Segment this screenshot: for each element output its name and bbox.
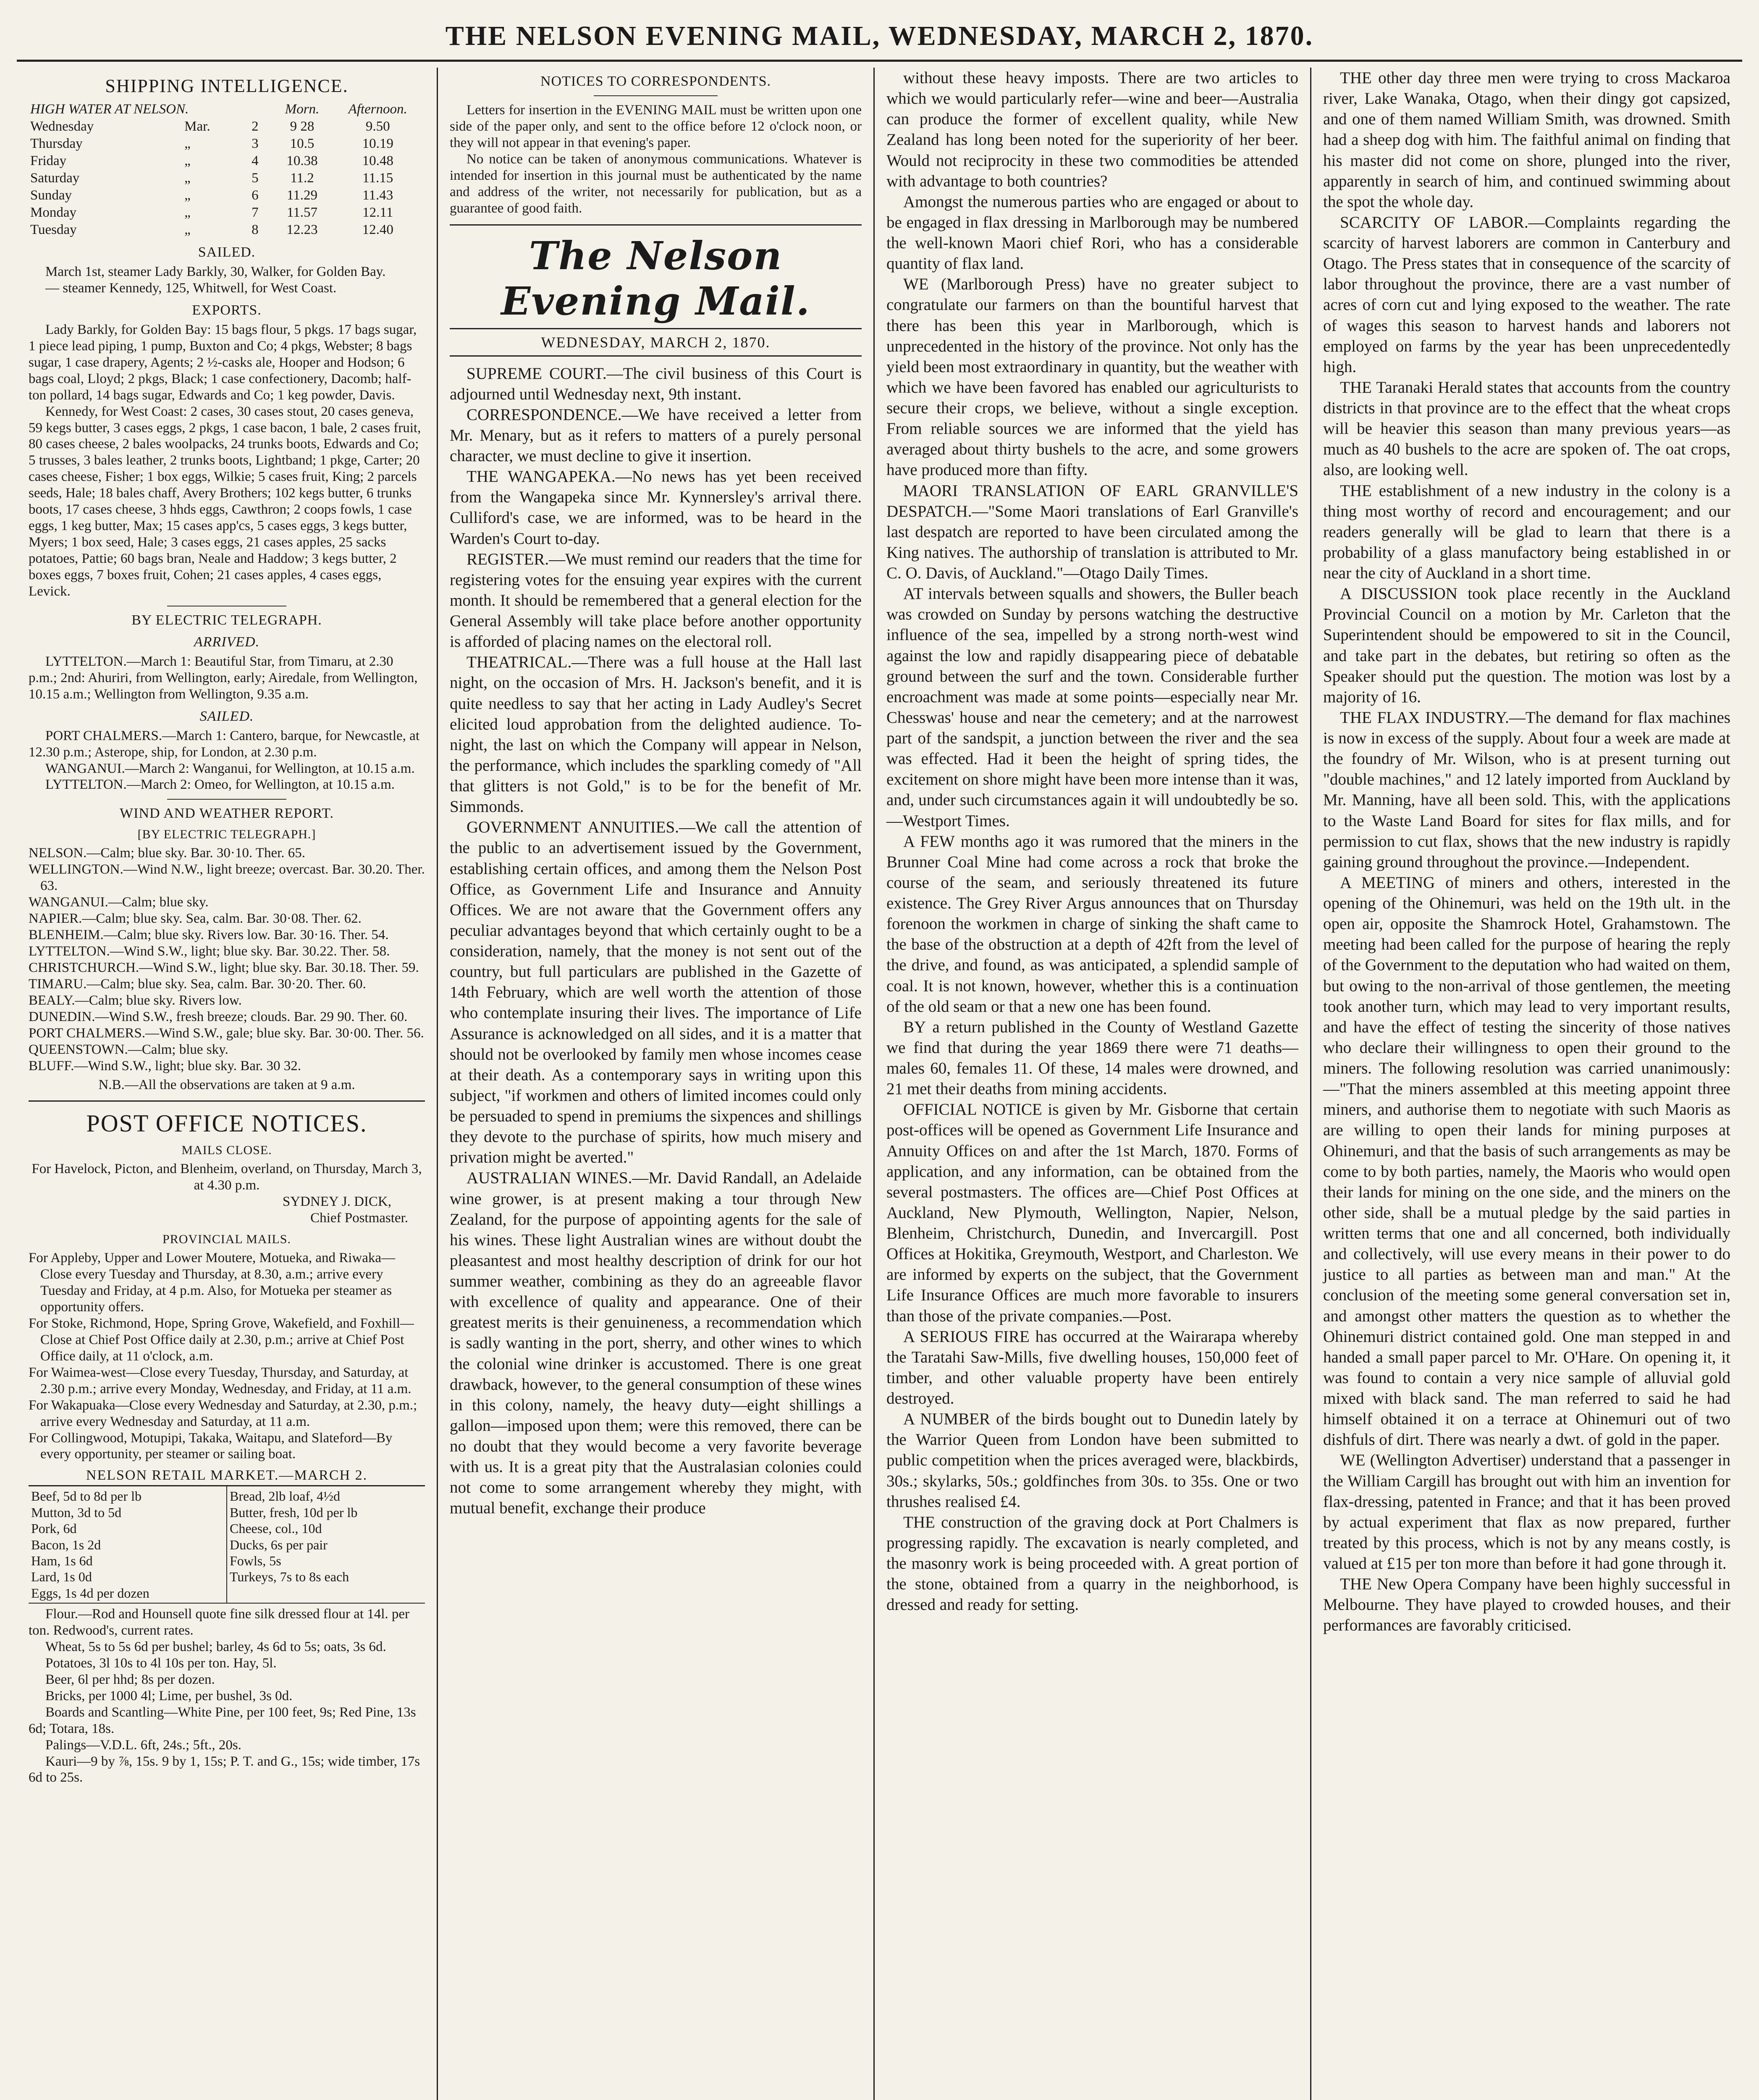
article-paragraph <box>886 831 1298 1017</box>
weather-entry: BLUFF.—Wind S.W., light; blue sky. Bar. 30 32. <box>29 1058 301 1074</box>
provincial-mails-title: PROVINCIAL MAILS. <box>163 1232 291 1247</box>
postmaster-title: Chief Postmaster. <box>310 1210 408 1226</box>
tide-col-aft: Afternoon. <box>348 102 407 117</box>
notices-title: NOTICES TO CORRESPONDENTS. <box>540 74 771 89</box>
article-paragraph <box>1323 1450 1730 1574</box>
article-text: establishment of a new industry in the colony is a thing most worthy of record and encouragement; and our readers generally will be glad to learn that there is a probability of a glass manufactory being established in or near the city of Auckland in a short time. <box>1323 481 1730 582</box>
arrived-entry: LYTTELTON.—March 1: Beautiful Star, from Timaru, at 2.30 p.m.; 2nd: Ahuriri, from Wellington, early; Airedale, from Wellington, 10.15 a.m.; Wellington from Wellington, 9.35 a.m. <box>29 654 418 702</box>
postmaster-name: SYDNEY J. DICK, <box>282 1194 391 1210</box>
article-text: without these heavy imposts. There are two articles to which we would particularly refer—wine and beer—Australia can produce the former of excellent quality, while New Zealand has long been noted for the superiority of her beer. Would not reciprocity in these two commodities be attended with advantage to both countries? <box>886 69 1298 190</box>
notice-entry: No notice can be taken of anonymous communications. Whatever is intended for insertion in this journal must be authenticated by the name and address of the writer, not necessarily for publication, but as a guarantee of good faith. <box>450 151 862 216</box>
tide-mon: Mar. <box>184 119 210 134</box>
article-paragraph <box>1323 583 1730 707</box>
market-item: Ham, 1s 6d <box>31 1553 93 1568</box>
weather-entry: LYTTELTON.—Wind S.W., light; blue sky. Bar. 30.22. Ther. 58. <box>29 944 390 959</box>
tide-aft: 12.11 <box>362 205 393 220</box>
columns <box>17 68 1742 2100</box>
column-3 <box>873 68 1310 2100</box>
column-2 <box>437 68 873 2100</box>
market-note: Flour.—Rod and Hounsell quote fine silk dressed flour at 14l. per ton. Redwood's, current rates. <box>29 1606 410 1638</box>
telegraph-title: BY ELECTRIC TELEGRAPH. <box>131 612 322 628</box>
provincial-mail-entry: For Waimea-west—Close every Tuesday, Thursday, and Saturday, at 2.30 p.m.; arrive every Monday, Wednesday, and Friday, at 11 a.m. <box>29 1365 412 1396</box>
tide-aft: 12.40 <box>362 222 393 237</box>
article-paragraph <box>886 1409 1298 1512</box>
market-note: Wheat, 5s to 5s 6d per bushel; barley, 4s 6d to 5s; oats, 3s 6d. <box>45 1639 386 1654</box>
article-text: —There was a full house at the Hall last night, on the occasion of Mrs. H. Jackson's benefit, and it is quite needless to say that her acting in Lady Audley's Secret elicited loud approbation from the delighted audience. To-night, the last on which the Company will appear in Nelson, the performance, which includes the sparkling comedy of "All that glitters is not Gold," is to be for the benefit of Mr. Simmonds. <box>450 653 862 816</box>
article-text: of miners and others, interested in the opening of the Ohinemuri, was held on the 19th ult. in the open air, opposite the Shamrock Hotel, Grahamstown. The meeting had been called for the purpose of hearing the reply of the Government to the deputation who had waited on them, but owing to the non-arrival of those gentlemen, the meeting took another turn, which may lead to very important results, and have the effect of testing the sincerity of those natives who declare their willingness to open their ground to the miners. The following resolution was carried unanimously:—"That the miners assembled at this meeting appoint three miners, and authorise them to negotiate with such Maoris as are willing to open their lands for mining purposes at Ohinemuri, and that the basis of such arrangements as may be come to by both parties, namely, the Maoris who would open their lands for mining on the one side, and the miners on the other side, shall be a mutual pledge by the said parties in written terms that one and all concerned, both individually and collectively, will use every means in their power to do justice to all parties as between man and man." At the conclusion of the meeting some general conversation set in, and amongst other matters the question as to whether the Ohinemuri district contained gold. One man stepped in and handed a small paper parcel to Mr. O'Hare. On opening it, it was found to contain a very nice sample of alluvial gold mixed with black sand. The man referred to said he had himself obtained it on a terrace at Ohinemuri out of two dishfuls of dirt. There was nearly a dwt. of gold in the paper. <box>1323 873 1730 1449</box>
market-item: Eggs, 1s 4d per dozen <box>31 1585 149 1601</box>
market-item: Butter, fresh, 10d per lb <box>230 1504 358 1520</box>
article-text: —We call the attention of the public to an advertisement issued by the Government, establishing certain offices, and among them the Nelson Post Office, as Government Life and Insurance and Annuity Offices. We are not aware that the Government offers any peculiar advantages beyond that which certainly ought to be a consideration, namely, that the money is not sent out of the country, but full particulars are published in the Gazette of 14th February, which are well worth the attention of those who contemplate insuring their lives. The importance of Life Assurance is acknowledged on all sides, and it is a matter that should not be overlooked by family men whose incomes cease at their death. As a contemporary says in writing upon this subject, "if workmen and others of limited incomes could only be persuaded to spend in premiums the sixpences and shillings they devote to the purchase of spirits, how much misery and privation might be averted." <box>450 818 862 1167</box>
article-text: is given by Mr. Gisborne that certain post-offices will be opened as Government Life Insurance and Annuity Offices on and after the 1st March, 1870. Forms of application, and any information, can be obtained from the several postmasters. The offices are—Chief Post Offices at Auckland, New Plymouth, Wellington, Napier, Nelson, Blenheim, Christchurch, Dunedin, and Invercargill. Post Offices at Hokitika, Greymouth, Westport, and Charleston. We are informed by experts on the subject, that the Government Life Insurance Offices are much more favorable to insurers than those of the private companies.—Post. <box>886 1100 1298 1325</box>
article-lead: OFFICIAL NOTICE <box>903 1100 1042 1119</box>
sailed2-title: SAILED. <box>199 708 254 724</box>
article-paragraph <box>886 480 1298 584</box>
article-text: took place recently in the Auckland Provincial Council on a motion by Mr. Carleton that the Superintendent should be empowered to sit in the Council, and take part in the debates, but retiring so often as the Speaker should put the question. The motion was lost by a majority of 16. <box>1323 585 1731 706</box>
article-text: construction of the graving dock at Port Chalmers is progressing rapidly. The excavation is nearly completed, and the masonry work is being proceeded with. A great portion of the stone, obtained from a quarry in the neighborhood, is dressed and ready for setting. <box>886 1513 1298 1614</box>
provincial-mail-entry: For Stoke, Richmond, Hope, Spring Grove, Wakefield, and Foxhill—Close at Chief Post Office daily at 2.30, p.m.; arrive at Chief Post Office daily, at 11 o'clock, a.m. <box>29 1315 414 1364</box>
sailed-entry: — steamer Kennedy, 125, Whitwell, for West Coast. <box>45 280 337 296</box>
exports-title: EXPORTS. <box>192 302 262 318</box>
provincial-mail-entry: For Appleby, Upper and Lower Moutere, Motueka, and Riwaka—Close every Tuesday and Thursday, at 8.30, a.m.; arrive every Tuesday and Friday, at 4 p.m. Also, for Motueka per steamer as opportunity offers. <box>29 1250 396 1315</box>
market-right <box>226 1486 425 1603</box>
tide-date: 8 <box>252 222 259 237</box>
tide-day: Thursday <box>30 136 83 151</box>
article-text: —We must remind our readers that the time for registering votes for the ensuing year expires with the current month. It should be remembered that a general election for the General Assembly will take place before another opportunity is afforded of placing names on the electoral roll. <box>450 550 862 651</box>
article-lead: THE <box>1340 1575 1372 1593</box>
article-paragraph <box>1323 480 1730 584</box>
article-lead: BY <box>903 1018 926 1036</box>
divider <box>594 95 717 96</box>
tide-date: 6 <box>252 188 259 203</box>
article-paragraph <box>1323 212 1730 377</box>
market-item: Bacon, 1s 2d <box>31 1537 101 1552</box>
tide-morn: 11.29 <box>287 188 318 203</box>
article-lead: A NUMBER <box>903 1410 991 1428</box>
tide-date: 5 <box>252 171 259 186</box>
tide-row <box>29 170 425 187</box>
market-notes <box>29 1606 425 1786</box>
weather-entry: NAPIER.—Calm; blue sky. Sea, calm. Bar. 30·08. Ther. 62. <box>29 911 362 927</box>
tide-morn: 11.57 <box>287 205 318 220</box>
col4-articles <box>1323 68 1730 1636</box>
article-text: —We have received a letter from Mr. Menary, but as it refers to matters of a purely personal character, we must decline to give it insertion. <box>450 405 862 465</box>
provincial-list <box>29 1250 425 1462</box>
dateline: WEDNESDAY, MARCH 2, 1870. <box>450 328 862 357</box>
article-text: —Mr. David Randall, an Adelaide wine grower, is at present making a tour through New Zealand, for the purpose of appointing agents for the sale of his wines. These light Australian wines are without doubt the pleasantest and most healthy description of drink for our hot summer weather, combining as they do an agreeable flavor with excellence of quality and appearance. One of their greatest merits is their genuineness, a recommendation which is sadly wanting in the port, sherry, and other wines to which the colonial wine drinker is accustomed. There is one great drawback, however, to the general consumption of these wines in this colony, namely, the heavy duty—eight shillings a gallon—imposed upon them; were this removed, there can be no doubt that they would become a very favorite beverage with us. It is a great pity that the Australasian colonies could not come to some arrangement whereby they might, with mutual benefit, exchange their produce <box>450 1169 862 1517</box>
tide-date: 2 <box>252 119 259 134</box>
article-paragraph <box>1323 1574 1730 1635</box>
column-1 <box>17 68 437 2100</box>
market-item: Fowls, 5s <box>230 1553 281 1568</box>
weather-entry: TIMARU.—Calm; blue sky. Sea, calm. Bar. 30·20. Ther. 60. <box>29 976 366 992</box>
article-lead: AUSTRALIAN WINES. <box>467 1169 632 1187</box>
article-text: —Complaints regarding the scarcity of harvest laborers are common in Canterbury and Otago. The Press states that in consequence of the scarcity of labor throughout the province, there are a vast number of acres of corn cut and lying exposed to the weather. The rate of wages this season to harvest hands and laborers not employed on farms by the year has been unprecedentedly high. <box>1323 213 1730 376</box>
article-paragraph <box>450 466 862 549</box>
article-lead: THE <box>903 1513 935 1531</box>
market-item: Mutton, 3d to 5d <box>31 1504 122 1520</box>
weather-entry: WELLINGTON.—Wind N.W., light breeze; overcast. Bar. 30.20. Ther. 63. <box>29 862 425 894</box>
export-entry: Kennedy, for West Coast: 2 cases, 30 cases stout, 20 cases geneva, 59 kegs butter, 3 cases eggs, 2 pkgs, 1 case bacon, 1 bale, 2 cases fruit, 80 cases cheese, 2 bales woolpacks, 24 trunks boots, Edwards and Co; 5 trusses, 3 bales leather, 2 trunks boots, Lightband; 1 pkge, Carter; 20 cases cheese, Fisher; 1 box eggs, Wilkie; 5 cases fruit, King; 2 parcels seeds, Hale; 18 bales chaff, Avery Brothers; 102 kegs butter, 6 trunks boots, 17 cases cheese, 3 hhds eggs, Cawthron; 2 coops fowls, 1 case eggs, 1 keg butter, Max; 15 cases app'cs, 5 cases eggs, 3 kegs butter, Myers; 1 box seed, Hale; 3 cases eggs, 21 cases apples, 25 sacks potatoes, Pattie; 60 bags bran, Neale and Haddow; 3 kegs butter, 2 boxes eggs, 7 boxes fruit, Cohen; 21 cases apples, 4 cases eggs, Levick. <box>29 404 421 599</box>
article-paragraph <box>450 817 862 1168</box>
article-paragraph <box>1323 377 1730 480</box>
divider <box>450 224 862 226</box>
weather-note: N.B.—All the observations are taken at 9 a.m. <box>98 1077 355 1092</box>
export-entry: Lady Barkly, for Golden Bay: 15 bags flour, 5 pkgs. 17 bags sugar, 1 piece lead piping, 1 pump, Buxton and Co; 4 pkgs, Webster; 8 bags sugar, 1 case drapery, Agents; 2 ½-casks ale, Hooper and Hodson; 6 bags coal, Lloyd; 2 pkgs, Black; 1 case confectionery, Dacomb; half-ton pollard, 14 bags sugar, Edwards and Co; 1 keg powder, Davis. <box>29 322 417 403</box>
tide-date: 4 <box>252 153 259 168</box>
article-paragraph <box>886 583 1298 831</box>
article-paragraph <box>886 1017 1298 1100</box>
tide-date: 7 <box>252 205 259 220</box>
masthead: THE NELSON EVENING MAIL, WEDNESDAY, MARCH 2, 1870. <box>17 17 1742 62</box>
article-lead: REGISTER. <box>467 550 549 568</box>
market-item: Bread, 2lb loaf, 4½d <box>230 1488 341 1504</box>
article-paragraph <box>1323 707 1730 872</box>
article-text: intervals between squalls and showers, the Buller beach was crowded on Sunday by persons watching the destructive influence of the sea, impelled by a strong north-west wind against the low and rapidly disappearing piece of debatable ground between the surf and the town. Considerable further encroachment was made at some points—especially near Mr. Chesswas' house and near the cemetery; and at the narrowest part of the sandspit, a junction between the river and the sea was effected. Had it been the height of spring tides, the excitement on shore might have been more intense than it was, and, under such circumstances again it will undoubtedly be so.—Westport Times. <box>886 585 1298 830</box>
market-item: Lard, 1s 0d <box>31 1569 92 1585</box>
market-note: Beer, 6l per hhd; 8s per dozen. <box>45 1672 215 1687</box>
tide-day: Tuesday <box>30 222 77 237</box>
notices-list <box>450 102 862 217</box>
tide-day: Friday <box>30 153 67 168</box>
exports-list <box>29 322 425 600</box>
tide-heading: HIGH WATER AT NELSON. <box>30 102 189 117</box>
tide-row <box>29 118 425 135</box>
tide-morn: 10.38 <box>286 153 318 168</box>
tide-aft: 11.15 <box>362 171 393 186</box>
article-paragraph <box>450 1168 862 1518</box>
weather-entry: BLENHEIM.—Calm; blue sky. Rivers low. Bar. 30·16. Ther. 54. <box>29 927 389 943</box>
tide-mon: „ <box>184 205 191 220</box>
divider <box>167 799 286 800</box>
article-text: has occurred at the Wairarapa whereby the Taratahi Saw-Mills, five dwelling houses, 150,000 feet of timber, and other valuable property have been entirely destroyed. <box>886 1327 1298 1407</box>
article-text: (Wellington Advertiser) understand that a passenger in the William Cargill has brought out with him an invention for flax-dressing, patented in France; and that it has been proved by actual experiment that flax as now prepared, further treated by this process, which is not by any means costly, is valued at £15 per ton more than before it had gone through it. <box>1323 1451 1730 1572</box>
article-lead: MAORI TRANSLATION OF EARL GRANVILLE'S DESPATCH. <box>886 481 1298 520</box>
article-paragraph <box>886 192 1298 274</box>
tide-row <box>29 187 425 204</box>
weather-entry: PORT CHALMERS.—Wind S.W., gale; blue sky. Bar. 30·00. Ther. 56. <box>29 1025 424 1041</box>
tide-morn: 9 28 <box>290 119 315 134</box>
article-paragraph <box>450 404 862 466</box>
article-lead: WE <box>1340 1451 1366 1470</box>
tide-day: Monday <box>30 205 76 220</box>
article-lead: GOVERNMENT ANNUITIES. <box>467 818 679 837</box>
tide-row <box>29 152 425 170</box>
article-lead: A MEETING <box>1340 873 1435 892</box>
article-lead: SUPREME COURT. <box>467 364 607 383</box>
provincial-mail-entry: For Wakapuaka—Close every Wednesday and Saturday, at 2.30, p.m.; arrive every Wednesday and Saturday, at 11 a.m. <box>29 1397 417 1429</box>
market-note: Potatoes, 3l 10s to 4l 10s per ton. Hay, 5l. <box>45 1655 277 1671</box>
market-note: Kauri—9 by ⅞, 15s. 9 by 1, 15s; P. T. and G., 15s; wide timber, 17s 6d to 25s. <box>29 1754 420 1785</box>
article-paragraph <box>886 68 1298 192</box>
market-table <box>29 1485 425 1604</box>
weather-list <box>29 845 425 1074</box>
article-text: —The civil business of this Court is adjourned until Wednesday next, 9th instant. <box>450 364 862 403</box>
article-lead: SCARCITY OF LABOR. <box>1340 213 1528 231</box>
article-lead: THE FLAX INDUSTRY. <box>1340 708 1509 727</box>
article-lead: A DISCUSSION <box>1340 585 1458 603</box>
article-text: —The demand for flax machines is now in excess of the supply. About four a week are made at the foundry of Mr. Wilson, who is at present turning out "double machines," and 12 lately imported from Auckland by Mr. Manning, have all been sold. This, with the applications to the Waste Land Board for sites for flax mills, and for permission to cut flax, shows that the new industry is rapidly gaining ground throughout the province.—Independent. <box>1323 708 1730 871</box>
market-note: Boards and Scantling—White Pine, per 100 feet, 9s; Red Pine, 13s 6d; Totara, 18s. <box>29 1704 416 1736</box>
tide-row <box>29 221 425 239</box>
weather-sub: [BY ELECTRIC TELEGRAPH.] <box>137 827 316 842</box>
tide-aft: 9.50 <box>365 119 390 134</box>
market-item: Ducks, 6s per pair <box>230 1537 328 1552</box>
tide-morn: 10.5 <box>290 136 315 151</box>
weather-entry: WANGANUI.—Calm; blue sky. <box>29 895 209 910</box>
column-4 <box>1310 68 1742 2100</box>
notice-entry: Letters for insertion in the EVENING MAIL must be written upon one side of the paper only, and sent to the office before 12 o'clock noon, or they will not appear in that evening's paper. <box>450 102 862 150</box>
article-lead: WE <box>903 275 929 294</box>
tide-mon: „ <box>184 171 191 186</box>
article-lead: AT <box>903 585 923 603</box>
article-lead: A SERIOUS FIRE <box>903 1327 1030 1346</box>
tide-row <box>29 135 425 152</box>
article-paragraph <box>1323 872 1730 1450</box>
sailed-entry: WANGANUI.—March 2: Wanganui, for Wellington, at 10.15 a.m. <box>45 761 415 776</box>
market-left <box>29 1486 226 1603</box>
sailed-list <box>29 264 425 297</box>
tide-aft: 10.19 <box>362 136 393 151</box>
article-lead: THEATRICAL. <box>467 653 572 672</box>
article-paragraph <box>450 363 862 404</box>
tide-day: Saturday <box>30 171 80 186</box>
tide-day: Wednesday <box>30 119 94 134</box>
tide-aft: 10.48 <box>362 153 393 168</box>
arrived-title: ARRIVED. <box>194 634 260 650</box>
col2-articles <box>450 363 862 1519</box>
tide-col-morn: Morn. <box>285 102 320 117</box>
mails-close-title: MAILS CLOSE. <box>181 1143 272 1158</box>
article-lead: THE <box>1340 69 1372 87</box>
provincial-mail-entry: For Collingwood, Motupipi, Takaka, Waitapu, and Slateford—By every opportunity, per steamer or sailing boat. <box>29 1430 393 1462</box>
sailed-entry: PORT CHALMERS.—March 1: Cantero, barque, for Newcastle, at 12.30 p.m.; Asterope, ship, for London, at 2.30 p.m. <box>29 728 419 760</box>
article-text: other day three men were trying to cross Mackaroa river, Lake Wanaka, Otago, when their dingy got capsized, and one of them named William Smith, was drowned. Smith had a sheep dog with him. The faithful animal on finding that his master did not come on shore, plunged into the river, apparently in search of him, and continued swimming about the spot the whole day. <box>1323 69 1730 211</box>
market-item: Beef, 5d to 8d per lb <box>31 1488 142 1504</box>
shipping-title: SHIPPING INTELLIGENCE. <box>105 76 349 96</box>
article-text: —"Some Maori translations of Earl Granville's last despatch are reported to have been circulated among the King natives. The authorship of translation is attributed to Mr. C. O. Davis, of Auckland."—Otago Daily Times. <box>886 502 1298 582</box>
tide-mon: „ <box>184 188 191 203</box>
weather-entry: QUEENSTOWN.—Calm; blue sky. <box>29 1042 228 1057</box>
article-text: Taranaki Herald states that accounts from the country districts in that province are to the effect that the wheat crops will be heavier this season than many previous years—as much as 40 bushels to the acre are spoken of. The oat crops, also, are looking well. <box>1323 378 1730 479</box>
article-lead: THE <box>1340 378 1372 396</box>
sailed-title: SAILED. <box>198 244 256 260</box>
market-item: Cheese, col., 10d <box>230 1521 322 1536</box>
tide-aft: 11.43 <box>362 188 393 203</box>
tide-date: 3 <box>252 136 259 151</box>
article-lead: A FEW <box>903 832 955 850</box>
article-text: (Marlborough Press) have no greater subject to congratulate our farmers on than the bountiful harvest that there has been this year in Marlborough, which is unprecedented in the history of the province. Not only has the yield been most extraordinary in quantity, but the weather with which we have been favored has enabled our agriculturists to secure their crops, we believe, without a single exception. From reliable sources we are informed that the yield has averaged about thirty bushels to the acre, and some growers have produced more than fifty. <box>886 275 1298 479</box>
article-paragraph <box>450 549 862 652</box>
tide-mon: „ <box>184 222 191 237</box>
article-paragraph <box>886 274 1298 480</box>
tide-day: Sunday <box>30 188 72 203</box>
weather-entry: CHRISTCHURCH.—Wind S.W., light; blue sky. Bar. 30.18. Ther. 59. <box>29 960 419 975</box>
article-paragraph <box>886 1326 1298 1409</box>
market-item: Pork, 6d <box>31 1521 77 1536</box>
col3-articles <box>886 68 1298 1615</box>
sailed2-list <box>29 728 425 793</box>
tide-morn: 12.23 <box>286 222 318 237</box>
article-text: —No news has yet been received from the Wangapeka since Mr. Kynnersley's arrival there. Culliford's case, we are informed, was to be heard in the Warden's Court to-day. <box>450 467 862 548</box>
article-text: a return published in the County of Westland Gazette we find that during the year 1869 there were 71 deaths—males 60, females 11. Of these, 14 males were drowned, and 21 met their deaths from mining accidents. <box>886 1018 1298 1098</box>
article-text: months ago it was rumored that the miners in the Brunner Coal Mine had come across a rock that broke the course of the seam, and seriously threatened its future existence. The Grey River Argus announces that on Thursday forenoon the workmen in charge of sinking the shaft came to the base of the obstruction at a depth of 42ft from the level of the drive, and found, as was anticipated, a splendid sample of coal. It is not known, however, whether this is a continuation of the old seam or that a new one has been found. <box>886 832 1298 1016</box>
article-lead: THE <box>1340 481 1372 500</box>
nameplate: The Nelson Evening Mail. <box>501 233 810 324</box>
arrived-list <box>29 654 425 703</box>
article-paragraph <box>886 1512 1298 1615</box>
article-text: Amongst the numerous parties who are engaged or about to be engaged in flax dressing in Marlborough may be numbered the well-known Maori chief Rori, who has a considerable quantity of flax land. <box>886 192 1298 273</box>
article-paragraph <box>450 652 862 817</box>
tide-morn: 11.2 <box>290 171 314 186</box>
market-note: Bricks, per 1000 4l; Lime, per bushel, 3s 0d. <box>45 1688 293 1704</box>
weather-entry: BEALY.—Calm; blue sky. Rivers low. <box>29 992 242 1008</box>
post-office-title: POST OFFICE NOTICES. <box>86 1110 367 1137</box>
market-note: Palings—V.D.L. 6ft, 24s.; 5ft., 20s. <box>45 1737 241 1753</box>
weather-entry: NELSON.—Calm; blue sky. Bar. 30·10. Ther. 65. <box>29 845 306 861</box>
sailed-entry: LYTTELTON.—March 2: Omeo, for Wellington, at 10.15 a.m. <box>45 777 395 793</box>
market-title: NELSON RETAIL MARKET.—MARCH 2. <box>86 1467 368 1483</box>
article-paragraph <box>1323 68 1730 212</box>
article-lead: CORRESPONDENCE. <box>467 405 622 424</box>
divider <box>29 1100 425 1102</box>
article-lead: THE WANGAPEKA. <box>467 467 616 486</box>
tide-mon: „ <box>184 136 191 151</box>
sailed-entry: March 1st, steamer Lady Barkly, 30, Walker, for Golden Bay. <box>45 264 386 279</box>
market-item: Turkeys, 7s to 8s each <box>230 1569 349 1585</box>
tide-row <box>29 204 425 221</box>
tide-table <box>29 101 425 239</box>
weather-title: WIND AND WEATHER REPORT. <box>120 806 334 822</box>
article-text: New Opera Company have been highly successful in Melbourne. They have played to crowded houses, and their performances are favorably criticised. <box>1323 1575 1730 1635</box>
tide-mon: „ <box>184 153 191 168</box>
article-paragraph <box>886 1099 1298 1326</box>
weather-entry: DUNEDIN.—Wind S.W., fresh breeze; clouds. Bar. 29 90. Ther. 60. <box>29 1009 408 1024</box>
article-text: of the birds bought out to Dunedin lately by the Warrior Queen from London have been submitted to public competition when the prices averaged were, blackbirds, 30s.; skylarks, 50s.; goldfinches from 30s. to 35s. One or two thrushes realised £4. <box>886 1410 1298 1511</box>
mails-intro: For Havelock, Picton, and Blenheim, overland, on Thursday, March 3, at 4.30 p.m. <box>31 1161 422 1193</box>
